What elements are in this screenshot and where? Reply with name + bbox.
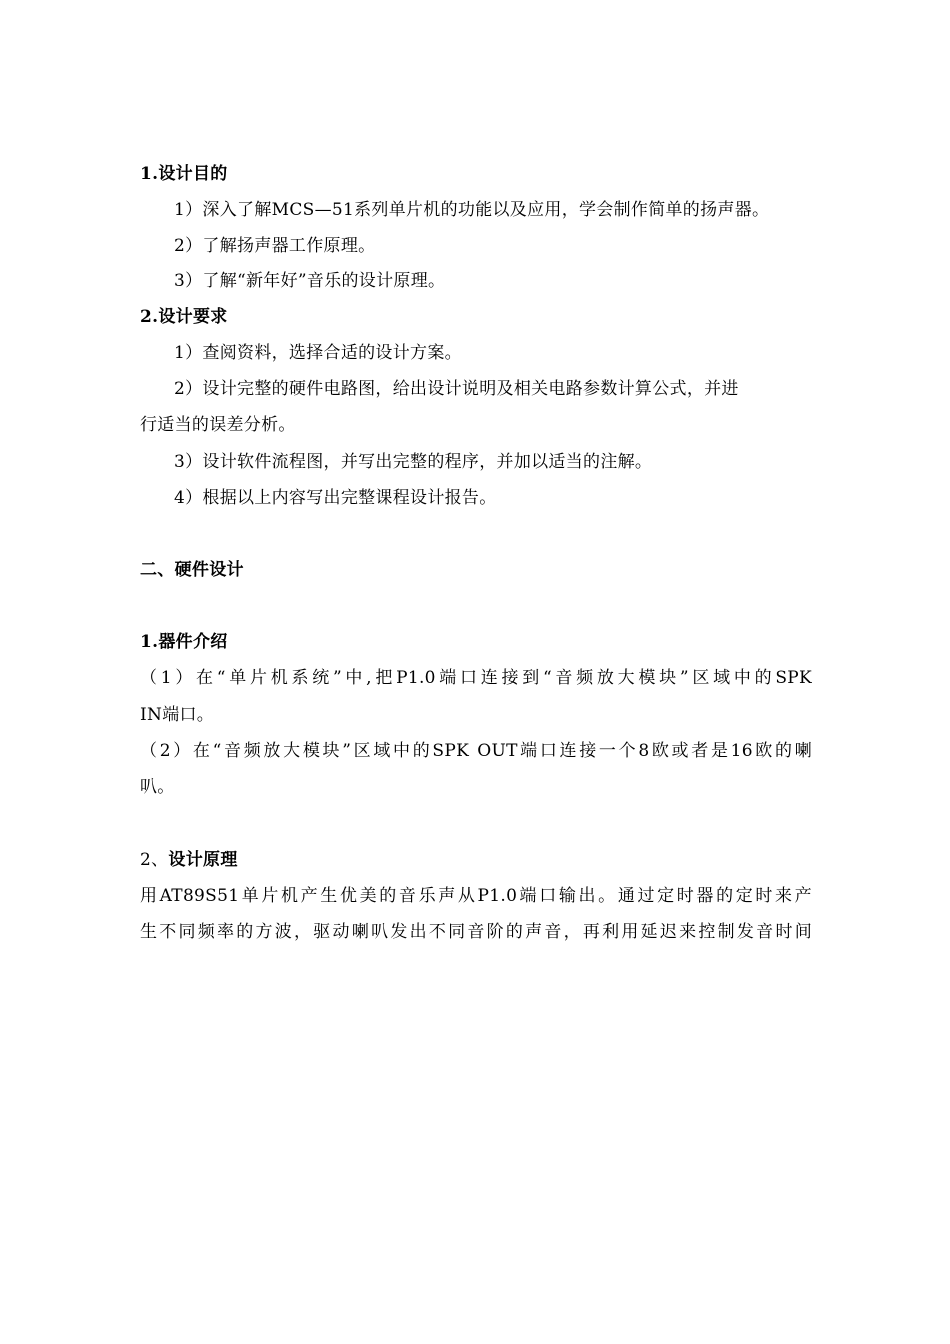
devices-line-4: 叭。 xyxy=(140,777,175,797)
devices-line-1: （1）在“单片机系统”中,把P1.0端口连接到“音频放大模块”区域中的SPK xyxy=(140,668,812,688)
section-heading-devices: 1.器件介绍 xyxy=(140,632,228,652)
principle-line-1: 用AT89S51单片机产生优美的音乐声从P1.0端口输出。通过定时器的定时来产 xyxy=(140,886,812,906)
devices-line-2: IN端口。 xyxy=(140,705,215,725)
purpose-item-2: 2）了解扬声器工作原理。 xyxy=(174,236,376,256)
section-heading-principle xyxy=(140,848,238,872)
section-heading-purpose: 1.设计目的 xyxy=(140,164,228,184)
requirement-item-3: 3）设计软件流程图，并写出完整的程序，并加以适当的注解。 xyxy=(174,452,653,472)
chapter-heading-hardware: 二、硬件设计 xyxy=(140,560,244,580)
requirement-item-1: 1）查阅资料，选择合适的设计方案。 xyxy=(174,343,462,363)
devices-line-3: （2）在“音频放大模块”区域中的SPK OUT端口连接一个8欧或者是16欧的喇 xyxy=(140,741,812,761)
requirement-item-2-cont: 行适当的误差分析。 xyxy=(140,415,296,435)
requirement-item-4: 4）根据以上内容写出完整课程设计报告。 xyxy=(174,488,497,508)
principle-heading-text: 设计原理 xyxy=(168,850,238,870)
principle-heading-number: 2、 xyxy=(140,850,169,870)
purpose-item-1: 1）深入了解MCS—51系列单片机的功能以及应用，学会制作简单的扬声器。 xyxy=(174,200,770,220)
purpose-item-3: 3）了解“新年好”音乐的设计原理。 xyxy=(174,271,446,291)
principle-line-2: 生不同频率的方波，驱动喇叭发出不同音阶的声音，再利用延迟来控制发音时间 xyxy=(140,922,812,942)
section-heading-requirements: 2.设计要求 xyxy=(140,307,228,327)
requirement-item-2: 2）设计完整的硬件电路图，给出设计说明及相关电路参数计算公式，并进 xyxy=(174,379,739,399)
